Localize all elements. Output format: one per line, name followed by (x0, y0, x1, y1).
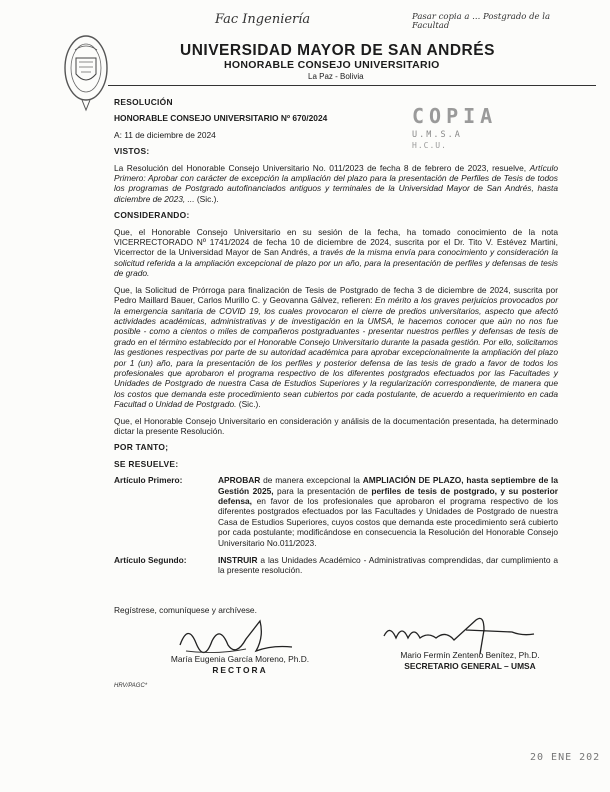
resolution-number: HONORABLE CONSEJO UNIVERSITARIO Nº 670/2024 (114, 113, 328, 124)
handwritten-note-copy: Pasar copia a ... Postgrado de la Facultad (412, 12, 551, 31)
copy-stamp-sub2: H.C.U. (412, 141, 447, 150)
rector-title: RECTORA (212, 665, 268, 675)
por-tanto-heading: POR TANTO; (114, 442, 169, 453)
article-first-text: APROBAR de manera excepcional la AMPLIACIÓN DE PLAZO, hasta septiembre de la Gestión 2025, para la presentación de perfiles de tesis de postgrado, y su posterior defensa, en favor de los profesionales que aprobaron el programa respectivo de los diferentes postgrados efectuados por las Facultades y Unidades de Postgrado de nuestra Casa de Estudios Superiores, cuyos costos que demanda este procedimiento será cubierto por cada postulante; modificándose en consecuencia la Resolución del Honorable Consejo Universitario No.011/2023. (218, 475, 559, 548)
resolution-date: A: 11 de diciembre de 2024 (114, 129, 216, 140)
city: La Paz - Bolivia (308, 72, 364, 81)
rector-name: María Eugenia García Moreno, Ph.D. (170, 654, 310, 664)
considerando-paragraph-2: Que, la Solicitud de Prórroga para finalización de Tesis de Postgrado de fecha 3 de diciembre de 2024, suscrita por Pedro Maillard Bauer, Carlos Murillo C. y Geovanna Gálvez, refieren: En mérito a los graves perjuicios provocados por la emergencia sanitaria de COVID 19, los cuales provocaron el cierre de predios universitarios, aspecto que afectó actividades académicas, administrativas y de investigación en la UMSA, le hacemos conocer que aún no nos fue posible - como a cientos o miles de compañeros postgraduantes - presentar nuestros perfiles y defensas de tesis de grado en el término establecido por el Honorable Consejo Universitario durante la pasada gestión. Por ello, solicitamos las gestiones respectivas por parte de su autoridad académica para aprobar excepcionalmente la ampliación del plazo por 1 (un) año, para la presentación de los perfiles y posterior defensa de las tesis de grado a favor de todos los profesionales que aprobaron el programa respectivo de los diferentes postgrados efectuados por las Facultades y Unidades de Postgrado de nuestra Casa de Estudios Superiores y la regularización correspondiente, de manera que los costos que demanda este procedimiento sean cubiertos por cada postulante, de acuerdo a requerimiento en cada Facultad o Unidad de Postgrado. (Sic.). (114, 284, 559, 410)
register-line: Regístrese, comuníquese y archívese. (114, 605, 257, 615)
handwritten-note-faculty: Fac Ingeniería (215, 12, 311, 27)
vistos-paragraph: La Resolución del Honorable Consejo Universitario No. 011/2023 de fecha 8 de febrero de 2023, resuelve, Artículo Primero: Aprobar con carácter de excepción la ampliación del plazo para la presentación de Perfiles de Tesis de todos los programas de Postgrado autofinanciados antiguos y terminales de la Universidad Mayor de San Andrés, hasta diciembre de 2023, ... (Sic.). (114, 162, 559, 204)
considerando-paragraph-1: Que, el Honorable Consejo Universitario en su sesión de la fecha, ha tomado conocimiento de la nota VICERRECTORADO Nº 1741/2024 de fecha 10 de diciembre de 2024, suscrita por el Dr. Tito V. Estévez Martini, Vicerrector de la Universidad Mayor de San Andrés, a través de la misma envía para conocimiento y consideración la solicitud referida a la ampliación excepcional de plazo por un año, para la presentación de perfiles y defensas de tesis de grado. (114, 226, 558, 279)
secretary-title: SECRETARIO GENERAL – UMSA (404, 661, 536, 671)
university-seal-icon (63, 32, 109, 112)
initials: HRV/PAGC* (114, 683, 148, 689)
considerando-heading: CONSIDERANDO: (114, 210, 190, 221)
header-divider (108, 85, 596, 86)
date-stamp: 20 ENE 202 (530, 752, 601, 763)
article-second-text: INSTRUIR a las Unidades Académico - Administrativas comprendidas, dar cumplimiento a la presente resolución. (218, 555, 558, 576)
article-second (114, 555, 558, 576)
considerando-paragraph-3: Que, el Honorable Consejo Universitario en consideración y análisis de la documentación presentada, ha determinado dictar la presente Resolución. (114, 415, 558, 436)
resolution-body (114, 97, 558, 583)
doc-label: RESOLUCIÓN (114, 97, 173, 107)
copy-stamp: COPIA (412, 104, 498, 128)
copy-stamp-sub: U.M.S.A (412, 130, 462, 140)
university-name: UNIVERSIDAD MAYOR DE SAN ANDRÉS (180, 42, 495, 59)
council-name: HONORABLE CONSEJO UNIVERSITARIO (224, 59, 440, 71)
secretary-name: Mario Fermín Zenteno Benítez, Ph.D. (400, 650, 540, 660)
article-first-label: Artículo Primero: (114, 475, 183, 486)
vistos-heading: VISTOS: (114, 146, 150, 157)
article-first (114, 475, 558, 548)
article-second-label: Artículo Segundo: (114, 555, 187, 566)
se-resuelve-heading: SE RESUELVE: (114, 458, 179, 469)
